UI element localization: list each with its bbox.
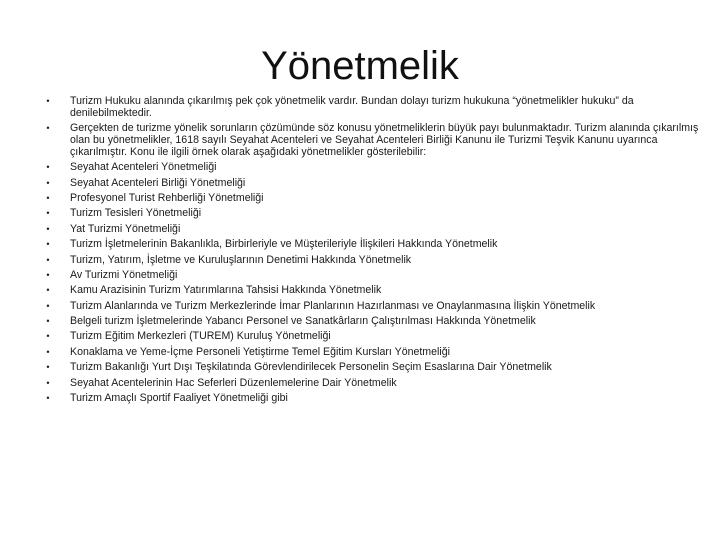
bullet-text: Seyahat Acentelerinin Hac Seferleri Düzenlemelerine Dair Yönetmelik [70,376,397,389]
bullet-dot-icon: • [46,239,50,250]
bullet-item [28,301,700,313]
bullet-text: Turizm Hukuku alanında çıkarılmış pek çok yönetmelik vardır. Bundan dolayı turizm hukukuna “yönetmelikler hukuku” da denilebilmektedir. [70,95,634,119]
bullet-dot-icon: • [46,300,50,311]
bullet-item [28,162,700,174]
bullet-dot-icon: • [46,208,50,219]
bullet-item [28,347,700,359]
bullet-dot-icon: • [46,377,50,388]
bullet-item [28,239,700,251]
bullet-item [28,331,700,343]
bullet-dot-icon: • [46,393,50,404]
bullet-item [28,270,700,282]
bullet-item [28,285,700,297]
bullet-item [28,208,700,220]
bullet-text: Kamu Arazisinin Turizm Yatırımlarına Tahsisi Hakkında Yönetmelik [70,284,382,297]
bullet-text: Turizm Amaçlı Sportif Faaliyet Yönetmeliği gibi [70,392,288,405]
bullet-dot-icon: • [46,162,50,173]
bullet-text: Turizm Bakanlığı Yurt Dışı Teşkilatında Görevlendirilecek Personelin Seçim Esaslarına Dair Yönetmelik [70,361,552,374]
bullet-item [28,393,700,405]
bullet-item [28,224,700,236]
bullet-item [28,96,700,120]
bullet-dot-icon: • [46,123,50,134]
bullet-text: Turizm Alanlarında ve Turizm Merkezlerinde İmar Planlarının Hazırlanması ve Onaylanmasına İlişkin Yönetmelik [70,299,596,312]
bullet-text: Turizm, Yatırım, İşletme ve Kuruluşlarının Denetimi Hakkında Yönetmelik [70,253,412,266]
bullet-item [28,378,700,390]
bullet-item [28,178,700,190]
bullet-text: Profesyonel Turist Rehberliği Yönetmeliği [70,191,264,204]
bullet-dot-icon: • [46,192,50,203]
bullet-text: Turizm İşletmelerinin Bakanlıkla, Birbirleriyle ve Müşterileriyle İlişkileri Hakkında Yönetmelik [70,238,498,251]
bullet-text: Turizm Eğitim Merkezleri (TUREM) Kuruluş Yönetmeliği [70,330,331,343]
bullet-text: Gerçekten de turizme yönelik sorunların çözümünde söz konusu yönetmeliklerin büyük payı bulunmaktadır. Turizm alanında çıkarılmış olan bu yönetmelikler, 1618 sayılı Seyahat Acenteleri ve Seyahat Acenteleri Birliği Kanunu ile Turizmi Teşvik Kanunu uyarınca çıkarılmıştır. Konu ile ilgili örnek olarak aşağıdaki yönetmelikler gösterilebilir: [70,122,699,158]
bullet-text: Seyahat Acenteleri Yönetmeliği [70,161,217,174]
bullet-text: Yat Turizmi Yönetmeliği [70,222,181,235]
bullet-item [28,193,700,205]
bullet-text: Turizm Tesisleri Yönetmeliği [70,207,202,220]
slide-title: Yönetmelik [261,44,459,88]
bullet-list [28,96,700,408]
bullet-dot-icon: • [46,362,50,373]
bullet-dot-icon: • [46,223,50,234]
bullet-text: Konaklama ve Yeme-İçme Personeli Yetiştirme Temel Eğitim Kursları Yönetmeliği [70,345,450,358]
bullet-dot-icon: • [46,316,50,327]
bullet-text: Seyahat Acenteleri Birliği Yönetmeliği [70,176,246,189]
bullet-dot-icon: • [46,285,50,296]
bullet-item [28,123,700,158]
bullet-text: Av Turizmi Yönetmeliği [70,268,178,281]
bullet-item [28,362,700,374]
bullet-text: Belgeli turizm İşletmelerinde Yabancı Personel ve Sanatkârların Çalıştırılması Hakkında Yönetmelik [70,315,536,328]
bullet-item [28,255,700,267]
bullet-dot-icon: • [46,96,50,106]
bullet-dot-icon: • [46,254,50,265]
bullet-dot-icon: • [46,269,50,280]
bullet-dot-icon: • [46,346,50,357]
bullet-dot-icon: • [46,177,50,188]
bullet-dot-icon: • [46,331,50,342]
bullet-item [28,316,700,328]
